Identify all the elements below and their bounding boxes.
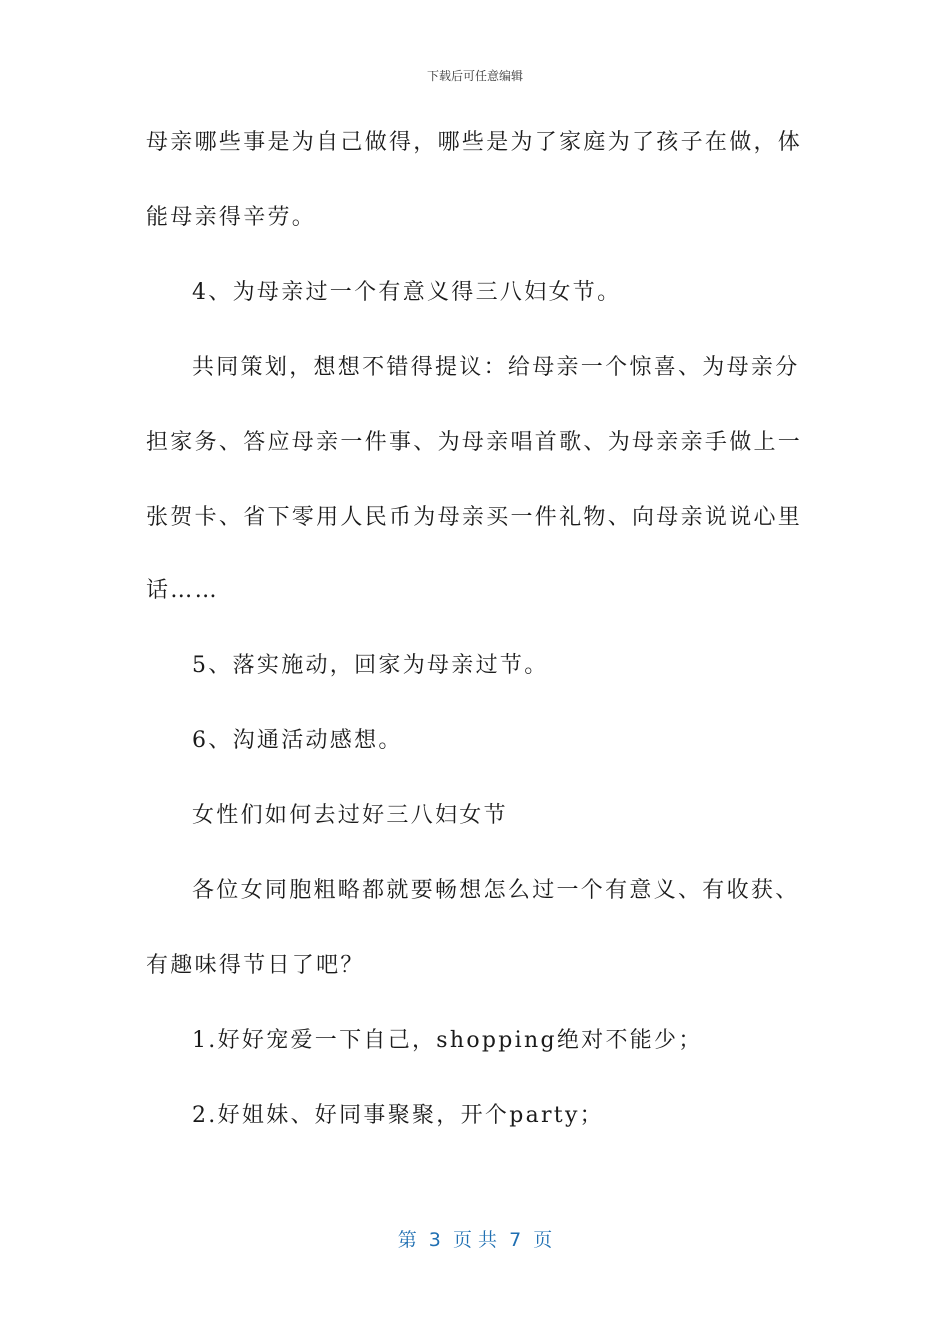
text-line: 担家务、答应母亲一件事、为母亲唱首歌、为母亲亲手做上一 [146, 430, 803, 455]
section-heading: 女性们如何去过好三八妇女节 [192, 803, 508, 828]
list-item: 1.好好宠爱一下自己，shopping绝对不能少； [192, 1028, 703, 1053]
page-header: 下载后可任意编辑 [426, 69, 523, 83]
text-line: 母亲哪些事是为自己做得，哪些是为了家庭为了孩子在做，体 [146, 130, 803, 155]
list-item: 2.好姐妹、好同事聚聚，开个party； [192, 1103, 604, 1128]
text-line: 话…… [146, 578, 219, 603]
page-number-footer: 第 3 页 共 7 页 [397, 1229, 553, 1251]
list-item: 4、为母亲过一个有意义得三八妇女节。 [192, 280, 622, 305]
paragraph-start: 共同策划，想想不错得提议：给母亲一个惊喜、为母亲分 [192, 355, 800, 380]
list-item: 5、落实施动，回家为母亲过节。 [192, 653, 549, 678]
list-item: 6、沟通活动感想。 [192, 728, 403, 753]
paragraph-start: 各位女同胞粗略都就要畅想怎么过一个有意义、有收获、 [192, 878, 800, 903]
text-line: 有趣味得节日了吧？ [146, 953, 365, 978]
text-line: 张贺卡、省下零用人民币为母亲买一件礼物、向母亲说说心里 [146, 505, 803, 530]
text-line: 能母亲得辛劳。 [146, 205, 317, 230]
